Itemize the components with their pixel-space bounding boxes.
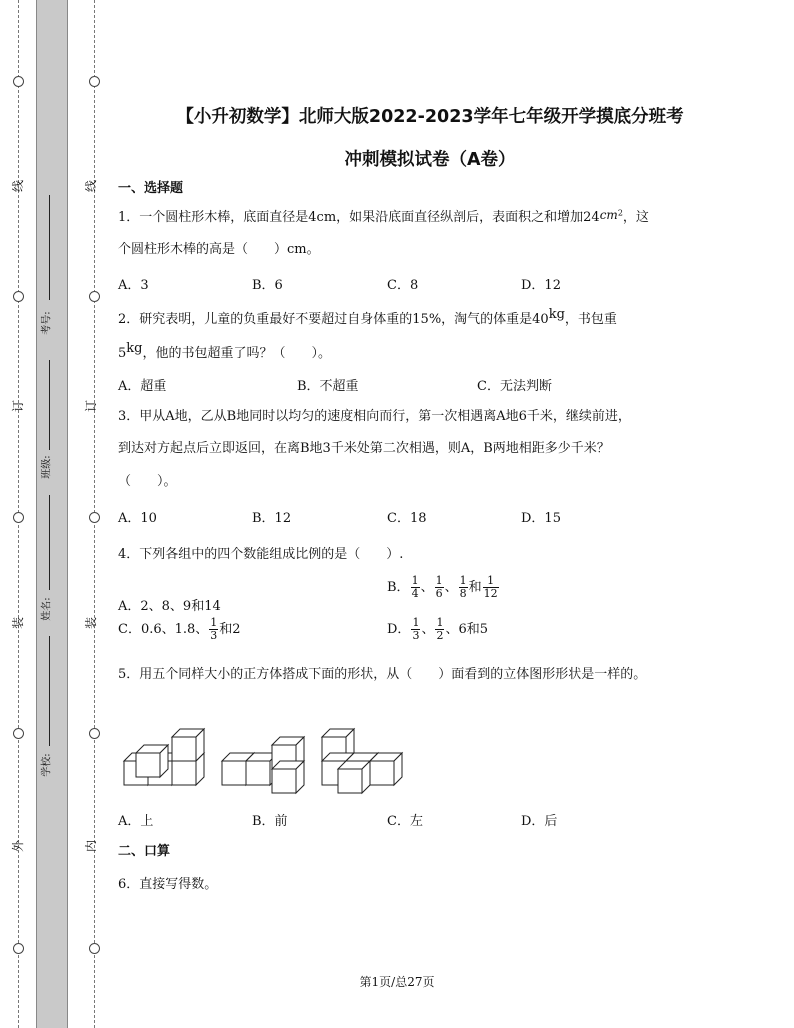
fraction — [411, 575, 420, 600]
outer-margin-char: 线 — [11, 179, 26, 193]
option-prefix: D． — [387, 622, 411, 637]
page-subtitle: 冲刺模拟试卷（A卷） — [344, 150, 516, 170]
fraction — [459, 575, 468, 600]
denominator: 12 — [483, 587, 498, 600]
exam-number-label: 考号: — [41, 311, 53, 335]
denominator: 3 — [412, 629, 420, 642]
cube-figures — [118, 725, 418, 795]
inner-margin-char: 订 — [84, 399, 99, 413]
q4-option-c[interactable] — [118, 617, 241, 642]
q3-option-b[interactable]: B．12 — [252, 511, 292, 526]
q2-option-b[interactable]: B．不超重 — [297, 379, 359, 394]
question-2-line-2 — [118, 341, 331, 361]
inner-margin-char: 线 — [84, 179, 99, 193]
inner-margin-char: 装 — [84, 616, 99, 630]
punch-hole — [89, 76, 100, 87]
question-2-line-1 — [118, 307, 617, 327]
option-prefix: B． — [387, 580, 410, 595]
question-text: 2．研究表明，儿童的负重最好不要超过自身体重的15%，淘气的体重是40 — [118, 312, 549, 327]
separator: 、 — [421, 622, 435, 637]
denominator: 3 — [210, 629, 218, 642]
q3-option-d[interactable]: D．15 — [521, 511, 561, 526]
denominator: 2 — [436, 629, 444, 642]
school-field[interactable] — [49, 636, 50, 746]
punch-hole — [13, 943, 24, 954]
option-suffix: 、6和5 — [445, 622, 488, 637]
q5-option-c[interactable]: C．左 — [387, 814, 423, 829]
option-prefix: C．0.6、1.8、 — [118, 622, 209, 637]
question-1-line-1 — [118, 206, 649, 225]
separator: 、 — [420, 580, 434, 595]
denominator: 8 — [459, 587, 467, 600]
q4-option-a[interactable]: A．2、8、9和14 — [118, 599, 221, 614]
cube-figure-3 — [322, 729, 402, 793]
punch-hole — [13, 728, 24, 739]
q4-option-b[interactable] — [387, 575, 500, 600]
denominator: 6 — [435, 587, 443, 600]
q5-option-b[interactable]: B．前 — [252, 814, 288, 829]
q1-option-c[interactable]: C．8 — [387, 278, 419, 293]
page-number: 第1页/总27页 — [359, 975, 435, 989]
question-text: ，书包重 — [564, 312, 617, 327]
inner-margin-char: 内 — [84, 839, 99, 853]
outer-margin-char: 装 — [11, 616, 26, 630]
section-heading: 一、选择题 — [118, 181, 184, 196]
q5-option-d[interactable]: D．后 — [521, 814, 558, 829]
class-field[interactable] — [49, 360, 50, 450]
numerator: 1 — [436, 616, 444, 629]
cube-figure-1 — [124, 729, 204, 785]
name-field[interactable] — [49, 495, 50, 590]
question-text: 1．一个圆柱形木棒，底面直径是4cm，如果沿底面直径纵剖后，表面积之和增加24 — [118, 210, 600, 225]
denominator: 4 — [411, 587, 419, 600]
outer-margin-char: 订 — [11, 399, 26, 413]
question-6-stem: 6．直接写得数。 — [118, 877, 218, 892]
unit-text: cm — [599, 208, 618, 222]
punch-hole — [13, 512, 24, 523]
question-3-line-1: 3．甲从A地，乙从B地同时以均匀的速度相向而行，第一次相遇离A地6千米，继续前进， — [118, 409, 631, 424]
question-3-line-3: （ ）。 — [118, 474, 177, 489]
question-5-stem: 5．用五个同样大小的正方体搭成下面的形状，从（ ）面看到的立体图形形状是一样的。 — [118, 667, 647, 682]
separator: 、 — [444, 580, 458, 595]
q1-option-b[interactable]: B．6 — [252, 278, 283, 293]
punch-hole — [13, 76, 24, 87]
fraction — [411, 617, 420, 642]
punch-hole — [89, 943, 100, 954]
q1-option-d[interactable]: D．12 — [521, 278, 561, 293]
conjunction: 和 — [468, 580, 482, 595]
numerator: 1 — [483, 575, 499, 588]
unit-text: kg — [548, 307, 565, 322]
numerator: 1 — [411, 574, 419, 587]
q3-option-a[interactable]: A．10 — [118, 511, 157, 526]
outer-margin-char: 外 — [11, 839, 26, 853]
punch-hole — [89, 512, 100, 523]
binding-gutter — [36, 0, 68, 1028]
fraction — [483, 575, 499, 600]
punch-hole — [89, 291, 100, 302]
q2-option-c[interactable]: C．无法判断 — [477, 379, 552, 394]
school-label: 学校: — [41, 753, 53, 777]
numerator: 1 — [459, 574, 467, 587]
q3-option-c[interactable]: C．18 — [387, 511, 427, 526]
fraction — [435, 617, 444, 642]
question-text: 5 — [118, 346, 127, 361]
section-heading: 二、口算 — [118, 844, 171, 859]
unit-superscript: 2 — [617, 208, 623, 218]
question-1-line-2: 个圆柱形木棒的高是（ ）cm。 — [118, 242, 320, 257]
question-4-stem: 4．下列各组中的四个数能组成比例的是（ ）. — [118, 547, 404, 562]
punch-hole — [89, 728, 100, 739]
fraction — [435, 575, 444, 600]
numerator: 1 — [435, 574, 443, 587]
option-suffix: 和2 — [219, 622, 241, 637]
q4-option-d[interactable] — [387, 617, 488, 642]
fraction — [209, 617, 218, 642]
cube-figure-2 — [222, 737, 304, 793]
punch-hole — [13, 291, 24, 302]
question-text: ，这 — [622, 210, 649, 225]
question-text: ，他的书包超重了吗？（ ）。 — [142, 346, 331, 361]
class-label: 班级: — [41, 455, 53, 479]
question-3-line-2: 到达对方起点后立即返回，在离B地3千米处第二次相遇，则A，B两地相距多少千米？ — [118, 441, 610, 456]
numerator: 1 — [210, 616, 218, 629]
page-title: 【小升初数学】北师大版2022-2023学年七年级开学摸底分班考 — [176, 107, 684, 127]
q2-option-a[interactable]: A．超重 — [118, 379, 167, 394]
exam-number-field[interactable] — [49, 195, 50, 300]
q5-option-a[interactable]: A．上 — [118, 814, 154, 829]
numerator: 1 — [412, 616, 420, 629]
unit-text: kg — [126, 341, 143, 356]
q1-option-a[interactable]: A．3 — [118, 278, 149, 293]
name-label: 姓名: — [41, 597, 53, 621]
